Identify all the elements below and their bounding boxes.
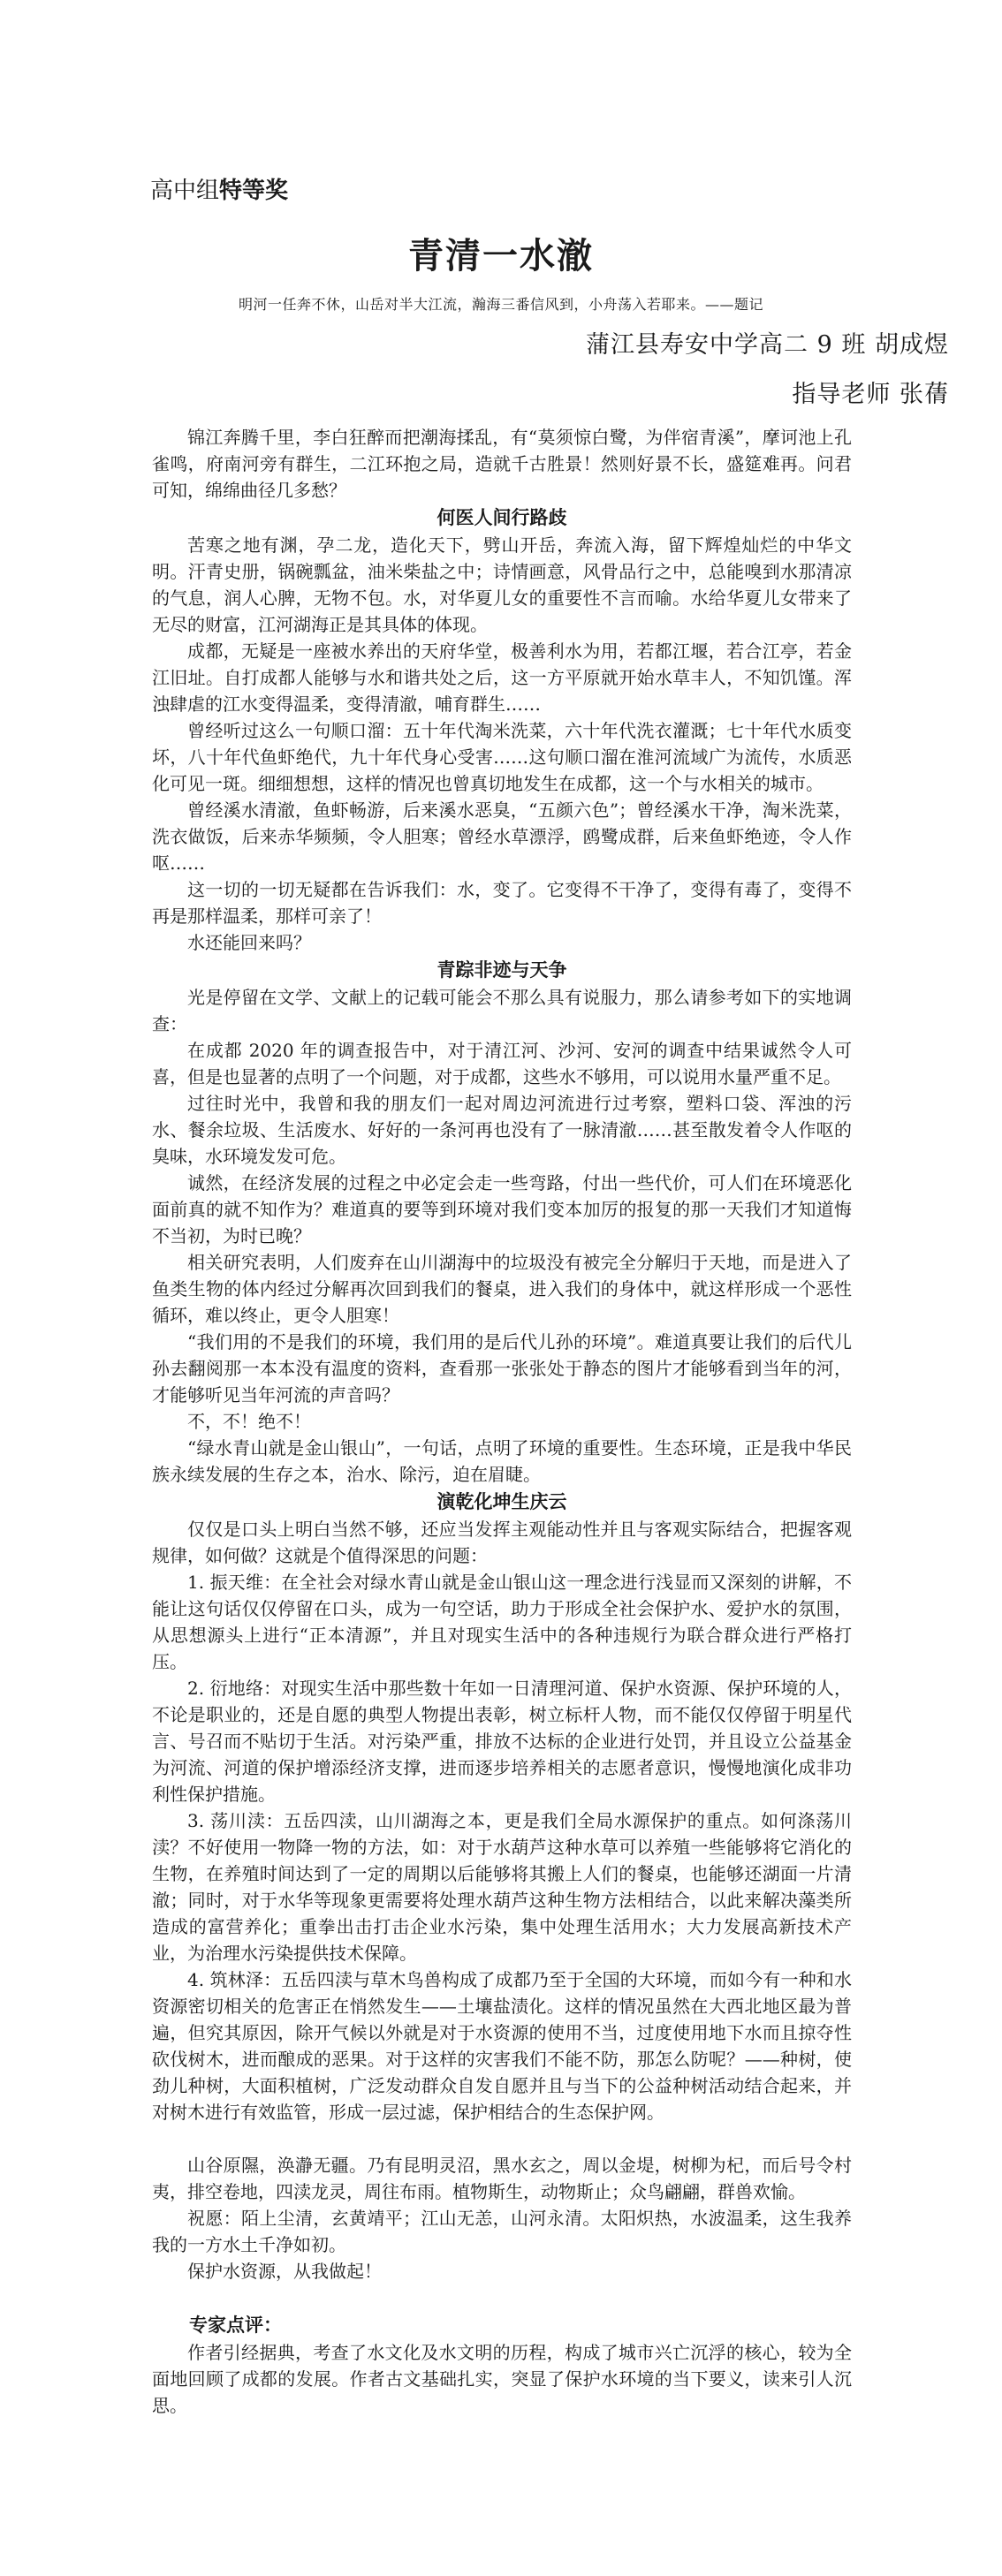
closing-paragraph: 保护水资源，从我做起！ [187,2261,382,2282]
paragraph: 相关研究表明，人们废弃在山川湖海中的垃圾没有被完全分解归于天地，而是进入了鱼类生物的体内经过分解再次回到我们的餐桌，进入我们的身体中，就这样形成一个恶性循环，难以终止，更令人胆寒！ [152,1252,852,1326]
list-item: 1. 振天维：在全社会对绿水青山就是金山银山这一理念进行浅显而又深刻的讲解，不能让这句话仅仅停留在口头，成为一句空话，助力于形成全社会保护水、爱护水的氛围，从思想源头上进行“正本清源”，并且对现实生活中的各种违规行为联合群众进行严格打压。 [152,1572,852,1672]
teacher-line: 指导老师 张蒨 [792,381,949,408]
award-label [150,172,288,205]
section-heading-2: 青踪非迹与天争 [436,958,567,981]
list-item: 2. 衍地络：对现实生活中那些数十年如一日清理河道、保护水资源、保护环境的人，不论是职业的，还是自愿的典型人物提出表彰，树立标杆人物，而不能仅仅停留于明星代言、号召而不贴切于生活。对污染严重，排放不达标的企业进行处罚，并且设立公益基金为河流、河道的保护增添经济支撑，进而逐步培养相关的志愿者意识，慢慢地演化成非功利性保护措施。 [152,1678,852,1805]
closing-paragraph: 山谷原隰，涣瀞无疆。乃有昆明灵沼，黑水玄之，周以金堤，树柳为杞，而后号令村夷，排空卷地，四渎龙灵，周往布雨。植物斯生，动物斯止；众鸟翩翩，群兽欢愉。 [152,2155,852,2202]
paragraph: 过往时光中，我曾和我的朋友们一起对周边河流进行过考察，塑料口袋、浑浊的污水、餐余垃圾、生活废水、好好的一条河再也没有了一脉清澈……甚至散发着令人作呕的臭味，水环境发发可危。 [152,1093,852,1167]
section-heading-3: 演乾化坤生庆云 [436,1490,567,1512]
closing-paragraph: 祝愿：陌上尘清，玄黄靖平；江山无恙，山河永清。太阳炽热，水波温柔，这生我养我的一方水土千净如初。 [152,2208,852,2255]
paragraph: 不，不！绝不！ [187,1411,311,1432]
paragraph: 仅仅是口头上明白当然不够，还应当发挥主观能动性并且与客观实际结合，把握客观规律，如何做？这就是个值得深思的问题： [152,1519,852,1566]
paragraph: 曾经溪水清澈，鱼虾畅游，后来溪水恶臭，“五颜六色”；曾经溪水干净，淘米洗菜，洗衣做饭，后来赤华频频，令人胆寒；曾经水草漂浮，鸥鹭成群，后来鱼虾绝迹，令人作呕…… [152,799,852,874]
review-heading: 专家点评： [189,2314,282,2336]
spacer [152,2284,852,2311]
essay-title: 青清一水澈 [408,235,594,277]
paragraph: “我们用的不是我们的环境，我们用的是后代儿孙的环境”。难道真要让我们的后代儿孙去翻阅那一本本没有温度的资料，查看那一张张处于静态的图片才能够看到当年的河，才能够听见当年河流的声音吗？ [152,1331,852,1405]
author-line: 蒲江县寿安中学高二 9 班 胡成煜 [586,331,949,359]
section-heading-1: 何医人间行路歧 [436,506,567,528]
epigraph: 明河一任奔不休，山岳对半大江流，瀚海三番信风到，小舟荡入若耶来。——题记 [238,296,763,313]
award-prefix: 高中组 [150,178,220,204]
award-level: 特等奖 [219,178,289,204]
paragraph: 诚然，在经济发展的过程之中必定会走一些弯路，付出一些代价，可人们在环境恶化面前真的就不知作为？难道真的要等到环境对我们变本加厉的报复的那一天我们才知道悔不当初，为时已晚？ [152,1172,852,1246]
spacer [152,2125,852,2152]
paragraph: 水还能回来吗？ [187,932,311,953]
paragraph: 苦寒之地有渊，孕二龙，造化天下，劈山开岳，奔流入海，留下辉煌灿烂的中华文明。汗青史册，锅碗瓢盆，油米柴盐之中；诗情画意，风骨品行之中，总能嗅到水那清凉的气息，润人心脾，无物不包。水，对华夏儿女的重要性不言而喻。水给华夏儿女带来了无尽的财富，江河湖海正是其具体的体现。 [152,534,852,635]
paragraph: 成都，无疑是一座被水养出的天府华堂，极善利水为用，若都江堰，若合江亭，若金江旧址。自打成都人能够与水和谐共处之后，这一方平原就开始水草丰人，不知饥馑。浑浊肆虐的江水变得温柔，变得清澈，哺育群生…… [152,640,852,715]
essay-body [152,424,852,2419]
list-item: 4. 筑林泽：五岳四渎与草木鸟兽构成了成都乃至于全国的大环境，而如今有一种和水资源密切相关的危害正在悄然发生——土壤盐渍化。这样的情况虽然在大西北地区最为普遍，但究其原因，除开气候以外就是对于水资源的使用不当，过度使用地下水而且掠夺性砍伐树木，进而酿成的恶果。对于这样的灾害我们不能不防，那怎么防呢？——种树，使劲儿种树，大面积植树，广泛发动群众自发自愿并且与当下的公益种树活动结合起来，并对树木进行有效监管，形成一层过滤，保护相结合的生态保护网。 [152,1969,852,2123]
paragraph: 光是停留在文学、文献上的记载可能会不那么具有说服力，那么请参考如下的实地调查： [152,987,852,1034]
paragraph: 这一切的一切无疑都在告诉我们：水，变了。它变得不干净了，变得有毒了，变得不再是那样温柔，那样可亲了！ [152,879,852,927]
intro-paragraph: 锦江奔腾千里，李白狂醉而把潮海揉乱，有“莫须惊白鹭，为伴宿青溪”，摩诃池上孔雀鸣，府南河旁有群生，二江环抱之局，造就千古胜景！然则好景不长，盛筵难再。问君可知，绵绵曲径几多愁？ [152,427,852,501]
paragraph: 在成都 2020 年的调查报告中，对于清江河、沙河、安河的调查中结果诚然令人可喜，但是也显著的点明了一个问题，对于成都，这些水不够用，可以说用水量严重不足。 [152,1040,852,1087]
paragraph: “绿水青山就是金山银山”，一句话，点明了环境的重要性。生态环境，正是我中华民族永续发展的生存之本，治水、除污，迫在眉睫。 [152,1437,852,1485]
list-item: 3. 荡川渎：五岳四渎，山川湖海之本，更是我们全局水源保护的重点。如何涤荡川渎？不好使用一物降一物的方法，如：对于水葫芦这种水草可以养殖一些能够将它消化的生物，在养殖时间达到了一定的周期以后能够将其搬上人们的餐桌，也能够还湖面一片清澈；同时，对于水华等现象更需要将处理水葫芦这种生物方法相结合，以此来解决藻类所造成的富营养化；重拳出击打击企业水污染，集中处理生活用水；大力发展高新技术产业，为治理水污染提供技术保障。 [152,1810,852,1964]
review-text: 作者引经据典，考查了水文化及水文明的历程，构成了城市兴亡沉浮的核心，较为全面地回顾了成都的发展。作者古文基础扎实，突显了保护水环境的当下要义，读来引人沉思。 [152,2342,852,2416]
paragraph: 曾经听过这么一句顺口溜：五十年代淘米洗菜，六十年代洗衣灌溉；七十年代水质变坏，八十年代鱼虾绝代，九十年代身心受害……这句顺口溜在淮河流域广为流传，水质恶化可见一斑。细细想想，这样的情况也曾真切地发生在成都，这一个与水相关的城市。 [152,720,852,794]
